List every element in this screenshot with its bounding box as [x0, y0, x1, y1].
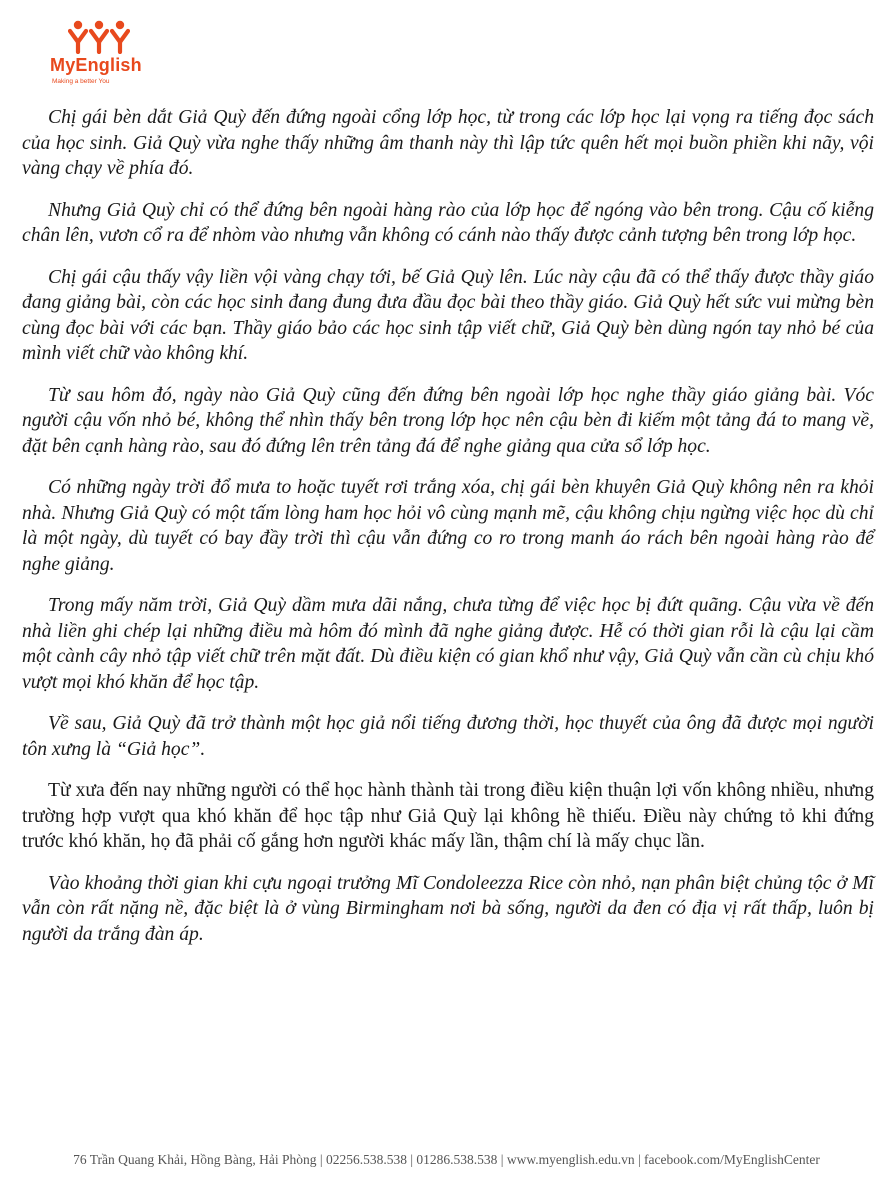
paragraph-8: Từ xưa đến nay những người có thể học hành thành tài trong điều kiện thuận lợi vốn không nhiều, nhưng trường hợp vượt qua khó khăn để học tập như Giả Quỳ lại không hề thiếu. Điều này chứng tỏ khi đứng trước khó khăn, họ đã phải cố gắng hơn người khác mấy lần, thậm chí là mấy chục lần. — [22, 780, 874, 852]
paragraph-1: Chị gái bèn dắt Giả Quỳ đến đứng ngoài cổng lớp học, từ trong các lớp học lại vọng ra tiếng đọc sách của học sinh. Giả Quỳ vừa nghe thấy những âm thanh này thì lập tức quên hết mọi buồn phiền khi nãy, vội vàng chạy về phía đó. — [22, 107, 874, 179]
paragraph-5: Có những ngày trời đổ mưa to hoặc tuyết rơi trắng xóa, chị gái bèn khuyên Giả Quỳ không nên ra khỏi nhà. Nhưng Giả Quỳ có một tấm lòng ham học hỏi vô cùng mạnh mẽ, cậu không chịu ngừng việc học dù chỉ là một ngày, dù tuyết có bay đầy trời thì cậu vẫn đứng co ro trong manh áo rách bên ngoài hàng rào để nghe giảng. — [22, 477, 874, 575]
paragraph-3: Chị gái cậu thấy vậy liền vội vàng chạy tới, bế Giả Quỳ lên. Lúc này cậu đã có thể thấy được thầy giáo đang giảng bài, còn các học sinh đang đung đưa đầu đọc bài theo thầy giáo. Giả Quỳ hết sức vui mừng bèn cùng đọc bài với các bạn. Thầy giáo bảo các học sinh tập viết chữ, Giả Quỳ bèn dùng ngón tay nhỏ bé của mình viết chữ vào không khí. — [22, 266, 874, 364]
paragraph-9: Vào khoảng thời gian khi cựu ngoại trưởng Mĩ Condoleezza Rice còn nhỏ, nạn phân biệt chủng tộc ở Mĩ vẫn còn rất nặng nề, đặc biệt là ở vùng Birmingham nơi bà sống, người da đen có địa vị rất thấp, luôn bị người da trắng đàn áp. — [22, 872, 874, 945]
footer-contact: 76 Trần Quang Khải, Hồng Bàng, Hải Phòng | 02256.538.538 | 01286.538.538 | www.myenglish.edu.vn | facebook.com/MyEnglishCenter — [73, 1152, 820, 1167]
brand-tagline: Making a better You — [52, 78, 110, 85]
paragraph-6: Trong mấy năm trời, Giả Quỳ dầm mưa dãi nắng, chưa từng để việc học bị đứt quãng. Cậu vừa về đến nhà liền ghi chép lại những điều mà hôm đó mình đã nghe giảng được. Hễ có thời gian rỗi là cậu lại cầm một cành cây nhỏ tập viết chữ trên mặt đất. Dù điều kiện có gian khổ như vậy, Giả Quỳ vẫn cần cù chịu khó vượt mọi khó khăn để học tập. — [22, 595, 874, 693]
paragraph-7: Về sau, Giả Quỳ đã trở thành một học giả nổi tiếng đương thời, học thuyết của ông đã được mọi người tôn xưng là “Giả học”. — [22, 713, 874, 760]
brand-name: MyEnglish — [50, 55, 142, 75]
paragraph-2: Nhưng Giả Quỳ chỉ có thể đứng bên ngoài hàng rào của lớp học để ngóng vào bên trong. Cậu cố kiễng chân lên, vươn cổ ra để nhòm vào nhưng vẫn không có cánh nào thấy được cảnh tượng bên trong lớp học. — [22, 199, 874, 246]
three-people-icon — [68, 20, 130, 54]
document-body — [22, 105, 874, 963]
brand-logo — [50, 20, 160, 90]
paragraph-4: Từ sau hôm đó, ngày nào Giả Quỳ cũng đến đứng bên ngoài lớp học nghe thầy giáo giảng bài. Vóc người cậu vốn nhỏ bé, không thể nhìn thấy bên trong lớp học nên cậu bèn đi kiếm một tảng đá to mang về, đặt bên cạnh hàng rào, sau đó đứng lên trên tảng đá để nghe giảng qua cửa sổ lớp học. — [22, 384, 874, 457]
